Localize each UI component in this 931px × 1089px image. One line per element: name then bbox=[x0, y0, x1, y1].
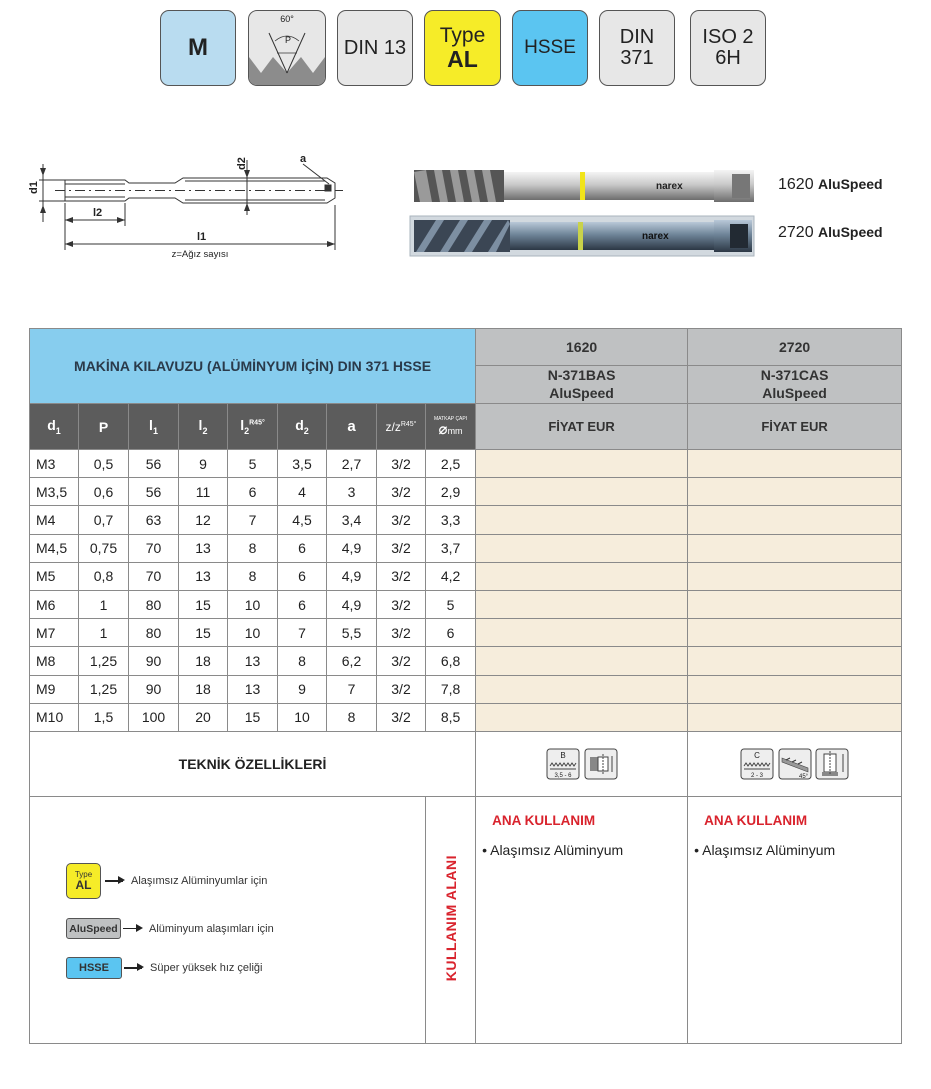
table-cell: 6 bbox=[278, 534, 327, 562]
table-cell: 1,25 bbox=[79, 675, 129, 703]
table-cell: 2,5 bbox=[426, 450, 476, 478]
table-cell: 3,5 bbox=[278, 450, 327, 478]
badge-metric-label: M bbox=[188, 34, 208, 62]
usage-2720 bbox=[688, 796, 902, 1043]
table-cell: 0,8 bbox=[79, 562, 129, 590]
tap-2720-photo bbox=[410, 216, 754, 256]
table-cell: 3/2 bbox=[377, 534, 426, 562]
ana-kullanim-1620: ANA KULLANIM bbox=[492, 812, 596, 828]
through-hole-icon bbox=[584, 748, 618, 780]
table-cell: 8 bbox=[278, 647, 327, 675]
table-cell: 0,75 bbox=[79, 534, 129, 562]
row-size-cell: M3,5 bbox=[30, 478, 79, 506]
table-cell: 6 bbox=[278, 590, 327, 618]
table-row bbox=[30, 506, 902, 534]
teknik-title: TEKNİK ÖZELLİKLERİ bbox=[30, 731, 476, 796]
table-title: MAKİNA KILAVUZU (ALÜMİNYUM İÇİN) DIN 371 HSSE bbox=[30, 329, 476, 404]
badge-al-label: AL bbox=[447, 45, 478, 72]
product-code-1620: 1620 bbox=[778, 176, 814, 193]
table-row bbox=[30, 478, 902, 506]
table-cell: 18 bbox=[179, 647, 228, 675]
thread-profile-icon bbox=[249, 11, 325, 85]
table-cell: 5 bbox=[426, 590, 476, 618]
table-cell: 80 bbox=[129, 590, 179, 618]
legend-type-top: Type bbox=[74, 870, 93, 879]
table-cell: 11 bbox=[179, 478, 228, 506]
arrow-icon bbox=[105, 880, 123, 882]
price-2720-cell[interactable] bbox=[688, 534, 902, 562]
table-cell: 1 bbox=[79, 590, 129, 618]
table-cell: 6 bbox=[426, 619, 476, 647]
table-cell: 8 bbox=[228, 562, 278, 590]
price-2720-cell[interactable] bbox=[688, 703, 902, 731]
col-2720-price: FİYAT EUR bbox=[688, 404, 902, 450]
col-2720-code: 2720 bbox=[688, 329, 902, 366]
row-size-cell: M4,5 bbox=[30, 534, 79, 562]
angle-label: 60° bbox=[280, 14, 294, 24]
badge-thread-profile bbox=[248, 10, 326, 86]
table-cell: 56 bbox=[129, 450, 179, 478]
teknik-row bbox=[30, 731, 902, 796]
chamfer-c-range: 2 - 3 bbox=[750, 772, 763, 779]
chamfer-b-range: 3,5 - 6 bbox=[554, 772, 572, 779]
pitch-label: P bbox=[284, 35, 292, 45]
kullanim-alani-label: KULLANIM ALANI bbox=[442, 855, 459, 982]
price-2720-cell[interactable] bbox=[688, 478, 902, 506]
table-cell: 7 bbox=[278, 619, 327, 647]
col-a: a bbox=[327, 404, 377, 450]
product-label-1620 bbox=[778, 176, 883, 194]
table-cell: 8 bbox=[228, 534, 278, 562]
price-1620-cell[interactable] bbox=[476, 534, 688, 562]
chamfer-b-letter: B bbox=[559, 750, 566, 760]
legend-hsse-badge: HSSE bbox=[66, 957, 122, 979]
legend-type-main: AL bbox=[75, 878, 92, 892]
table-cell: 4,9 bbox=[327, 590, 377, 618]
table-cell: 12 bbox=[179, 506, 228, 534]
table-cell: 15 bbox=[179, 619, 228, 647]
table-cell: 3,7 bbox=[426, 534, 476, 562]
table-cell: 6 bbox=[278, 562, 327, 590]
table-cell: 6,8 bbox=[426, 647, 476, 675]
table-cell: 3/2 bbox=[377, 478, 426, 506]
product-photos bbox=[406, 158, 758, 258]
usage-item-1620: • Alaşımsız Alüminyum bbox=[482, 841, 624, 858]
badge-iso2-6h bbox=[690, 10, 766, 86]
legend-type-text: Alaşımsız Alüminyumlar için bbox=[131, 875, 268, 887]
legend-aluspeed bbox=[66, 918, 274, 939]
drill-unit: mm bbox=[447, 425, 463, 436]
col-l1: $l_1$ bbox=[129, 404, 179, 450]
arrow-icon bbox=[123, 928, 141, 930]
price-2720-cell[interactable] bbox=[688, 647, 902, 675]
table-row bbox=[30, 534, 902, 562]
col-1620-code: 1620 bbox=[476, 329, 688, 366]
legend-type-al bbox=[66, 863, 267, 899]
col-1620-price: FİYAT EUR bbox=[476, 404, 688, 450]
table-cell: 3,3 bbox=[426, 506, 476, 534]
table-header-row-1 bbox=[30, 329, 902, 366]
table-row bbox=[30, 647, 902, 675]
table-cell: 8,5 bbox=[426, 703, 476, 731]
table-cell: 63 bbox=[129, 506, 179, 534]
legend-hsse-text: Süper yüksek hız çeliği bbox=[150, 962, 263, 974]
table-cell: 3/2 bbox=[377, 703, 426, 731]
price-1620-cell[interactable] bbox=[476, 590, 688, 618]
table-cell: 13 bbox=[228, 675, 278, 703]
table-cell: 4,5 bbox=[278, 506, 327, 534]
table-cell: 3 bbox=[327, 478, 377, 506]
col-d1: $d_1$ bbox=[30, 404, 79, 450]
row-size-cell: M5 bbox=[30, 562, 79, 590]
table-cell: 3/2 bbox=[377, 590, 426, 618]
table-cell: 90 bbox=[129, 647, 179, 675]
legend-aluspeed-badge: AluSpeed bbox=[66, 918, 121, 939]
table-cell: 4 bbox=[278, 478, 327, 506]
table-cell: 3,4 bbox=[327, 506, 377, 534]
chamfer-b-icon bbox=[546, 748, 580, 780]
brand-2720: narex bbox=[642, 231, 669, 242]
table-cell: 3/2 bbox=[377, 647, 426, 675]
table-cell: 13 bbox=[228, 647, 278, 675]
table-cell: 10 bbox=[228, 590, 278, 618]
d2-label: d2 bbox=[236, 157, 248, 170]
badge-din371 bbox=[599, 10, 675, 86]
teknik-icons-1620 bbox=[476, 731, 688, 796]
usage-1620 bbox=[476, 796, 688, 1043]
ana-kullanim-2720: ANA KULLANIM bbox=[704, 812, 808, 828]
table-cell: 9 bbox=[278, 675, 327, 703]
table-row bbox=[30, 619, 902, 647]
table-row bbox=[30, 675, 902, 703]
table-row bbox=[30, 703, 902, 731]
badge-din13 bbox=[337, 10, 413, 86]
col-1620-ref bbox=[476, 366, 688, 404]
badge-iso-line1: ISO 2 bbox=[702, 26, 754, 48]
legend-type-al-badge bbox=[66, 863, 101, 899]
drill-label: MATKAP ÇAPI bbox=[433, 415, 468, 422]
table-cell: 0,5 bbox=[79, 450, 129, 478]
product-code-2720: 2720 bbox=[778, 224, 814, 241]
row-size-cell: M9 bbox=[30, 675, 79, 703]
col-2720-ref-code: N-371CAS bbox=[760, 367, 829, 383]
table-cell: 6,2 bbox=[327, 647, 377, 675]
row-size-cell: M8 bbox=[30, 647, 79, 675]
table-cell: 7 bbox=[327, 675, 377, 703]
table-cell: 80 bbox=[129, 619, 179, 647]
z-caption: z=Ağız sayısı bbox=[171, 249, 229, 260]
arrow-icon bbox=[124, 967, 142, 969]
table-cell: 90 bbox=[129, 675, 179, 703]
table-cell: 5,5 bbox=[327, 619, 377, 647]
brand-1620: narex bbox=[656, 181, 683, 192]
price-2720-cell[interactable] bbox=[688, 619, 902, 647]
price-1620-cell[interactable] bbox=[476, 450, 688, 478]
table-cell: 7,8 bbox=[426, 675, 476, 703]
table-cell: 4,2 bbox=[426, 562, 476, 590]
price-1620-cell[interactable] bbox=[476, 478, 688, 506]
badge-iso-line2: 6H bbox=[715, 47, 741, 69]
chamfer-c-letter: C bbox=[753, 750, 760, 760]
col-drill bbox=[426, 404, 476, 450]
badge-type-al bbox=[424, 10, 501, 86]
table-cell: 18 bbox=[179, 675, 228, 703]
col-2720-ref bbox=[688, 366, 902, 404]
badge-type-label: Type bbox=[439, 23, 486, 47]
row-size-cell: M6 bbox=[30, 590, 79, 618]
table-cell: 1 bbox=[79, 619, 129, 647]
price-2720-cell[interactable] bbox=[688, 675, 902, 703]
row-size-cell: M3 bbox=[30, 450, 79, 478]
l1-label: l1 bbox=[197, 231, 207, 243]
table-cell: 70 bbox=[129, 534, 179, 562]
table-cell: 13 bbox=[179, 534, 228, 562]
table-cell: 1,25 bbox=[79, 647, 129, 675]
table-header-row-3 bbox=[30, 404, 902, 450]
price-2720-cell[interactable] bbox=[688, 506, 902, 534]
product-name-2720: AluSpeed bbox=[818, 224, 883, 240]
table-cell: 3/2 bbox=[377, 506, 426, 534]
col-p: P bbox=[79, 404, 129, 450]
table-row bbox=[30, 562, 902, 590]
col-d2: $d_2$ bbox=[278, 404, 327, 450]
col-1620-ref-code: N-371BAS bbox=[547, 367, 616, 383]
product-label-2720 bbox=[778, 224, 883, 242]
price-1620-cell[interactable] bbox=[476, 675, 688, 703]
table-cell: 15 bbox=[179, 590, 228, 618]
badge-din371-line2: 371 bbox=[620, 47, 654, 69]
blind-hole-icon bbox=[815, 748, 849, 780]
table-cell: 100 bbox=[129, 703, 179, 731]
table-cell: 4,9 bbox=[327, 534, 377, 562]
legend-aluspeed-text: Alüminyum alaşımları için bbox=[149, 922, 274, 935]
table-cell: 0,6 bbox=[79, 478, 129, 506]
table-cell: 15 bbox=[228, 703, 278, 731]
col-l2-r45: $l_2^{R45^\circ}$ bbox=[228, 404, 278, 450]
row-size-cell: M10 bbox=[30, 703, 79, 731]
usage-item-2720: • Alaşımsız Alüminyum bbox=[694, 841, 836, 858]
table-cell: 2,9 bbox=[426, 478, 476, 506]
badge-hsse bbox=[512, 10, 588, 86]
col-z: $z/z^{R45^\circ}$ bbox=[377, 404, 426, 450]
table-cell: 8 bbox=[327, 703, 377, 731]
table-cell: 13 bbox=[179, 562, 228, 590]
price-1620-cell[interactable] bbox=[476, 506, 688, 534]
table-cell: 3/2 bbox=[377, 562, 426, 590]
badge-din371-line1: DIN bbox=[619, 26, 655, 48]
badge-hsse-label: HSSE bbox=[524, 37, 576, 59]
price-2720-cell[interactable] bbox=[688, 450, 902, 478]
price-1620-cell[interactable] bbox=[476, 562, 688, 590]
price-2720-cell[interactable] bbox=[688, 590, 902, 618]
kullanim-alani-cell bbox=[426, 796, 476, 1043]
tap-technical-drawing bbox=[25, 150, 355, 265]
table-cell: 70 bbox=[129, 562, 179, 590]
teknik-icons-2720 bbox=[688, 731, 902, 796]
table-cell: 9 bbox=[179, 450, 228, 478]
table-row bbox=[30, 590, 902, 618]
spiral-flute-icon bbox=[778, 748, 812, 780]
legend-hsse bbox=[66, 957, 263, 979]
price-1620-cell[interactable] bbox=[476, 703, 688, 731]
row-size-cell: M7 bbox=[30, 619, 79, 647]
col-1620-ref-name: AluSpeed bbox=[549, 384, 614, 401]
l2-label: l2 bbox=[93, 207, 103, 219]
badge-din13-label: DIN 13 bbox=[343, 36, 407, 59]
table-cell: 2,7 bbox=[327, 450, 377, 478]
price-1620-cell[interactable] bbox=[476, 647, 688, 675]
a-label: a bbox=[300, 153, 307, 165]
table-cell: 3/2 bbox=[377, 619, 426, 647]
table-cell: 10 bbox=[228, 619, 278, 647]
tap-1620-photo bbox=[414, 170, 754, 202]
d1-label: d1 bbox=[28, 181, 40, 194]
table-cell: 3/2 bbox=[377, 675, 426, 703]
drill-icon: ⌀mm bbox=[438, 420, 463, 438]
col-2720-ref-name: AluSpeed bbox=[762, 384, 827, 401]
table-cell: 3/2 bbox=[377, 450, 426, 478]
table-cell: 0,7 bbox=[79, 506, 129, 534]
badge-metric bbox=[160, 10, 236, 86]
price-1620-cell[interactable] bbox=[476, 619, 688, 647]
table-cell: 5 bbox=[228, 450, 278, 478]
table-cell: 6 bbox=[228, 478, 278, 506]
table-row bbox=[30, 450, 902, 478]
chamfer-c-icon bbox=[740, 748, 774, 780]
price-2720-cell[interactable] bbox=[688, 562, 902, 590]
col-l2: $l_2$ bbox=[179, 404, 228, 450]
table-cell: 7 bbox=[228, 506, 278, 534]
product-name-1620: AluSpeed bbox=[818, 176, 883, 192]
table-cell: 56 bbox=[129, 478, 179, 506]
table-cell: 1,5 bbox=[79, 703, 129, 731]
table-cell: 20 bbox=[179, 703, 228, 731]
row-size-cell: M4 bbox=[30, 506, 79, 534]
table-cell: 10 bbox=[278, 703, 327, 731]
table-body bbox=[30, 450, 902, 732]
table-cell: 4,9 bbox=[327, 562, 377, 590]
spiral-angle: 45° bbox=[798, 773, 808, 780]
